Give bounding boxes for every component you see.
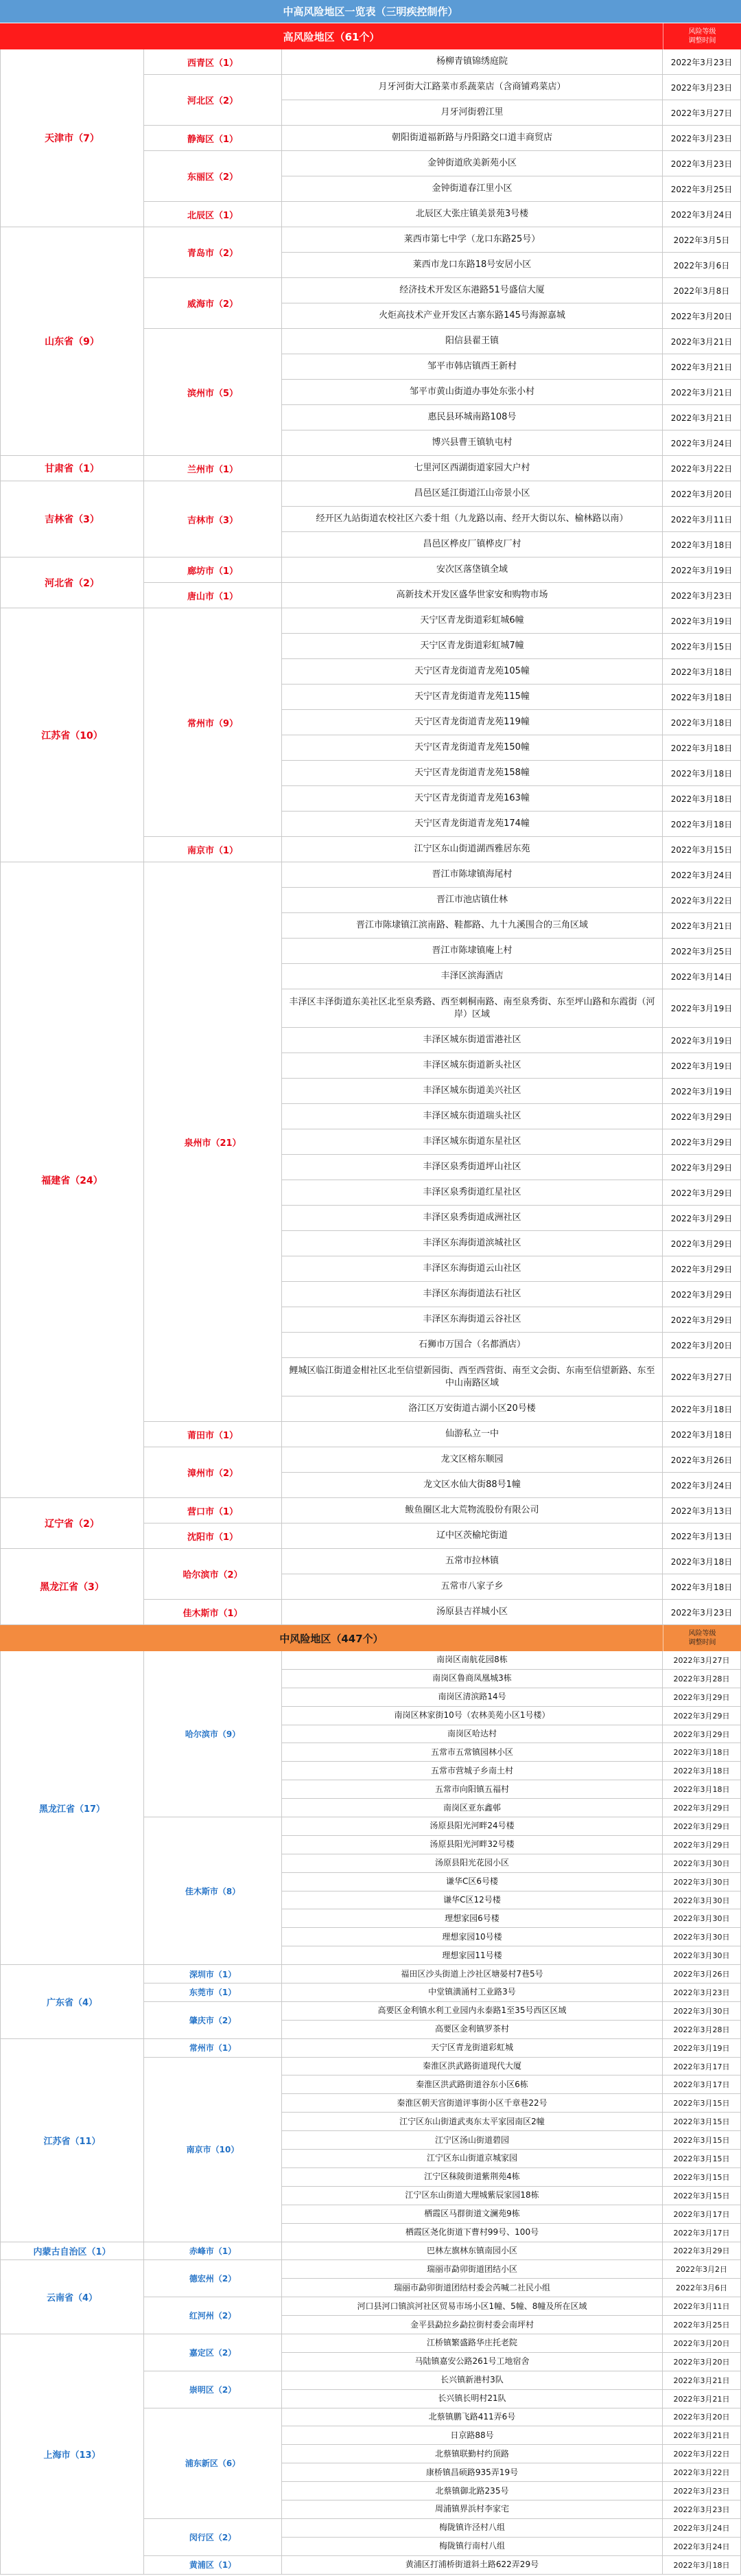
- province-cell: 黑龙江省（3）: [0, 1549, 144, 1625]
- date-cell: 2022年3月30日: [663, 1854, 741, 1873]
- place-cell: 周浦镇界浜村李家宅: [282, 2500, 663, 2519]
- city-cell: 静海区（1）: [144, 126, 282, 151]
- date-cell: 2022年3月18日: [663, 1549, 741, 1574]
- city-cell: 唐山市（1）: [144, 583, 282, 608]
- place-cell: 天宁区青龙街道青龙苑150幢: [282, 735, 663, 761]
- city-cell: 东莞市（1）: [144, 1983, 282, 2002]
- date-cell: 2022年3月6日: [663, 253, 741, 278]
- date-cell: 2022年3月24日: [663, 1473, 741, 1498]
- date-cell: 2022年3月20日: [663, 2408, 741, 2427]
- city-cell: 莆田市（1）: [144, 1422, 282, 1447]
- place-cell: 南岗区哈达村: [282, 1725, 663, 1744]
- date-cell: 2022年3月18日: [663, 761, 741, 786]
- place-cell: 天宁区青龙街道彩虹城6幢: [282, 608, 663, 634]
- date-cell: 2022年3月19日: [663, 608, 741, 634]
- date-cell: 2022年3月29日: [663, 1256, 741, 1282]
- city-cell: 南京市（1）: [144, 837, 282, 862]
- province-cell: 广东省（4）: [0, 1965, 144, 2039]
- place-cell: 丰泽区城东街道东星社区: [282, 1129, 663, 1155]
- city-cell: 哈尔滨市（9）: [144, 1651, 282, 1817]
- place-cell: 洛江区万安街道古湖小区20号楼: [282, 1396, 663, 1422]
- date-cell: 2022年3月5日: [663, 227, 741, 253]
- date-cell: 2022年3月30日: [663, 1891, 741, 1910]
- date-cell: 2022年3月22日: [663, 888, 741, 913]
- date-cell: 2022年3月29日: [663, 2242, 741, 2261]
- city-cell: 肇庆市（2）: [144, 2002, 282, 2039]
- city-cell: 青岛市（2）: [144, 227, 282, 278]
- date-cell: 2022年3月20日: [663, 1333, 741, 1358]
- place-cell: 理想家园10号楼: [282, 1928, 663, 1946]
- date-cell: 2022年3月29日: [663, 1688, 741, 1707]
- place-cell: 秦淮区洪武路街道谷东小区6栋: [282, 2075, 663, 2094]
- date-cell: 2022年3月11日: [663, 2297, 741, 2316]
- date-cell: 2022年3月17日: [663, 2075, 741, 2094]
- place-cell: 辽中区茨榆坨街道: [282, 1523, 663, 1549]
- place-cell: 五常市五常镇园林小区: [282, 1743, 663, 1762]
- date-cell: 2022年3月30日: [663, 1873, 741, 1891]
- date-cell: 2022年3月18日: [663, 2556, 741, 2575]
- province-cell: 江苏省（10）: [0, 608, 144, 862]
- date-cell: 2022年3月14日: [663, 964, 741, 989]
- place-cell: 月牙河街碧江里: [282, 100, 663, 126]
- date-cell: 2022年3月17日: [663, 2058, 741, 2076]
- place-cell: 鲤城区临江街道金柑社区北至信望新园街、西至西营街、南至文会街、东南至信望新路、东至中山南路区域: [282, 1358, 663, 1396]
- city-cell: 北辰区（1）: [144, 202, 282, 227]
- place-cell: 金钟街道欣美新苑小区: [282, 151, 663, 176]
- city-cell: 漳州市（2）: [144, 1447, 282, 1498]
- place-cell: 福田区沙头街道上沙社区塘晏村7巷5号: [282, 1965, 663, 1983]
- date-cell: 2022年3月8日: [663, 278, 741, 303]
- place-cell: 龙文区水仙大街88号1幢: [282, 1473, 663, 1498]
- place-cell: 晋江市陈埭镇庵上村: [282, 939, 663, 964]
- place-cell: 金平县勐拉乡勐拉街村委会南坪村: [282, 2316, 663, 2334]
- date-cell: 2022年3月24日: [663, 2538, 741, 2556]
- date-cell: 2022年3月27日: [663, 100, 741, 126]
- date-cell: 2022年3月15日: [663, 2131, 741, 2150]
- place-cell: 丰泽区东海街道云谷社区: [282, 1307, 663, 1333]
- place-cell: 莱西市第七中学（龙口东路25号）: [282, 227, 663, 253]
- place-cell: 汤原县阳光河畔24号楼: [282, 1817, 663, 1836]
- place-cell: 秦淮区洪武路街道现代大厦: [282, 2058, 663, 2076]
- date-cell: 2022年3月21日: [663, 380, 741, 405]
- date-cell: 2022年3月27日: [663, 1651, 741, 1670]
- date-cell: 2022年3月24日: [663, 430, 741, 456]
- city-cell: 闵行区（2）: [144, 2519, 282, 2556]
- province-cell: 河北省（2）: [0, 557, 144, 608]
- place-cell: 丰泽区丰泽街道东美社区北至泉秀路、西至刺桐南路、南至泉秀街、东至坪山路和东霞街（河岸）区域: [282, 989, 663, 1028]
- place-cell: 丰泽区泉秀街道坪山社区: [282, 1155, 663, 1180]
- date-column-header: 风险等级调整时间: [663, 23, 741, 49]
- place-cell: 天宁区青龙街道青龙苑158幢: [282, 761, 663, 786]
- place-cell: 晋江市陈埭镇江滨南路、鞋都路、九十九溪围合的三角区域: [282, 913, 663, 939]
- place-cell: 理想家园6号楼: [282, 1909, 663, 1928]
- place-cell: 秦淮区朝天宫街道评事街小区千章巷22号: [282, 2094, 663, 2113]
- city-cell: 营口市（1）: [144, 1498, 282, 1523]
- place-cell: 丰泽区滨海酒店: [282, 964, 663, 989]
- place-cell: 天宁区青龙街道青龙苑163幢: [282, 786, 663, 812]
- place-cell: 朝阳街道福新路与丹阳路交口道丰商贸店: [282, 126, 663, 151]
- section-title: 高风险地区（61个）: [283, 30, 380, 43]
- date-cell: 2022年3月23日: [663, 126, 741, 151]
- date-cell: 2022年3月23日: [663, 151, 741, 176]
- date-cell: 2022年3月17日: [663, 2224, 741, 2242]
- date-cell: 2022年3月17日: [663, 2205, 741, 2224]
- date-cell: 2022年3月21日: [663, 405, 741, 430]
- place-cell: 北蔡镇联勤村约顶路: [282, 2445, 663, 2463]
- date-cell: 2022年3月18日: [663, 710, 741, 735]
- city-cell: 赤峰市（1）: [144, 2242, 282, 2261]
- date-cell: 2022年3月25日: [663, 2316, 741, 2334]
- date-cell: 2022年3月18日: [663, 659, 741, 685]
- date-cell: 2022年3月18日: [663, 735, 741, 761]
- place-cell: 天宁区青龙街道彩虹城: [282, 2039, 663, 2058]
- date-cell: 2022年3月23日: [663, 583, 741, 608]
- place-cell: 邹平市黄山街道办事处东张小村: [282, 380, 663, 405]
- place-cell: 梅陇镇许泾村八组: [282, 2519, 663, 2538]
- place-cell: 长兴镇新港村3队: [282, 2371, 663, 2390]
- date-cell: 2022年3月29日: [663, 1129, 741, 1155]
- province-cell: 云南省（4）: [0, 2260, 144, 2334]
- city-cell: 东丽区（2）: [144, 151, 282, 202]
- city-cell: 南京市（10）: [144, 2058, 282, 2242]
- province-cell: 江苏省（11）: [0, 2039, 144, 2242]
- province-cell: 甘肃省（1）: [0, 456, 144, 481]
- city-cell: 佳木斯市（1）: [144, 1600, 282, 1625]
- date-cell: 2022年3月15日: [663, 634, 741, 659]
- sections-container: [0, 23, 741, 2575]
- date-cell: 2022年3月23日: [663, 75, 741, 100]
- place-cell: 江宁区东山街道京城家园: [282, 2150, 663, 2168]
- date-cell: 2022年3月29日: [663, 1155, 741, 1180]
- date-cell: 2022年3月15日: [663, 2187, 741, 2205]
- date-cell: 2022年3月21日: [663, 354, 741, 380]
- date-cell: 2022年3月18日: [663, 532, 741, 557]
- place-cell: 谦华C区6号楼: [282, 1873, 663, 1891]
- place-cell: 南岗区林家街10号（农林美苑小区1号楼）: [282, 1707, 663, 1725]
- date-cell: 2022年3月20日: [663, 303, 741, 329]
- date-cell: 2022年3月30日: [663, 1946, 741, 1965]
- place-cell: 梅陇镇行南村八组: [282, 2538, 663, 2556]
- date-cell: 2022年3月11日: [663, 507, 741, 532]
- date-cell: 2022年3月21日: [663, 2390, 741, 2408]
- place-cell: 经济技术开发区东港路51号盛信大厦: [282, 278, 663, 303]
- province-cell: 上海市（13）: [0, 2334, 144, 2575]
- place-cell: 日京路88号: [282, 2426, 663, 2445]
- date-cell: 2022年3月18日: [663, 1396, 741, 1422]
- date-cell: 2022年3月25日: [663, 176, 741, 202]
- place-cell: 康桥镇昌硕路935弄19号: [282, 2463, 663, 2482]
- place-cell: 天宁区青龙街道青龙苑105幢: [282, 659, 663, 685]
- place-cell: 河口县河口镇滨河社区贸易市场小区1幢、5幢、8幢及所在区域: [282, 2297, 663, 2316]
- date-cell: 2022年3月29日: [663, 1180, 741, 1206]
- place-cell: 丰泽区城东街道美兴社区: [282, 1079, 663, 1104]
- date-cell: 2022年3月29日: [663, 1206, 741, 1231]
- date-cell: 2022年3月21日: [663, 913, 741, 939]
- date-cell: 2022年3月19日: [663, 557, 741, 583]
- place-cell: 月牙河街大江路菜市系蔬菜店（含商铺鸡菜店）: [282, 75, 663, 100]
- date-cell: 2022年3月23日: [663, 2500, 741, 2519]
- place-cell: 五常市向阳镇五福村: [282, 1780, 663, 1799]
- date-cell: 2022年3月30日: [663, 2002, 741, 2021]
- place-cell: 晋江市陈埭镇海尾村: [282, 862, 663, 888]
- date-cell: 2022年3月29日: [663, 1104, 741, 1129]
- place-cell: 丰泽区东海街道法石社区: [282, 1282, 663, 1307]
- high-risk-grid: [0, 49, 741, 1625]
- high-risk-header: [0, 23, 741, 49]
- date-cell: 2022年3月15日: [663, 2168, 741, 2187]
- place-cell: 江宁区汤山街道碧园: [282, 2131, 663, 2150]
- date-cell: 2022年3月22日: [663, 456, 741, 481]
- place-cell: 马陆镇嘉安公路261号工地宿舍: [282, 2353, 663, 2371]
- place-cell: 丰泽区泉秀街道成洲社区: [282, 1206, 663, 1231]
- date-cell: 2022年3月19日: [663, 989, 741, 1028]
- city-cell: 德宏州（2）: [144, 2260, 282, 2297]
- province-cell: 吉林省（3）: [0, 481, 144, 557]
- date-cell: 2022年3月21日: [663, 2371, 741, 2390]
- city-cell: 西青区（1）: [144, 49, 282, 75]
- place-cell: 昌邑区延江街道江山帝景小区: [282, 481, 663, 507]
- place-cell: 南岗区清滨路14号: [282, 1688, 663, 1707]
- place-cell: 莱西市龙口东路18号安居小区: [282, 253, 663, 278]
- place-cell: 江桥镇繁盛路华庄托老院: [282, 2334, 663, 2353]
- place-cell: 阳信县翟王镇: [282, 329, 663, 354]
- place-cell: 晋江市池店镇仕林: [282, 888, 663, 913]
- place-cell: 汤原县阳光河畔32号楼: [282, 1836, 663, 1854]
- city-cell: 红河州（2）: [144, 2297, 282, 2334]
- place-cell: 天宁区青龙街道彩虹城7幢: [282, 634, 663, 659]
- date-cell: 2022年3月18日: [663, 1743, 741, 1762]
- date-cell: 2022年3月15日: [663, 2113, 741, 2131]
- city-cell: 崇明区（2）: [144, 2371, 282, 2408]
- date-cell: 2022年3月29日: [663, 1307, 741, 1333]
- place-cell: 博兴县曹王镇轨屯村: [282, 430, 663, 456]
- date-cell: 2022年3月6日: [663, 2279, 741, 2297]
- date-cell: 2022年3月13日: [663, 1523, 741, 1549]
- province-cell: 黑龙江省（17）: [0, 1651, 144, 1965]
- date-cell: 2022年3月23日: [663, 49, 741, 75]
- place-cell: 中堂镇潢涌村工业路3号: [282, 1983, 663, 2002]
- place-cell: 江宁区东山街道湖西雅居东苑: [282, 837, 663, 862]
- date-cell: 2022年3月19日: [663, 1053, 741, 1079]
- place-cell: 昌邑区桦皮厂镇桦皮厂村: [282, 532, 663, 557]
- date-cell: 2022年3月22日: [663, 2463, 741, 2482]
- province-cell: 辽宁省（2）: [0, 1498, 144, 1549]
- place-cell: 五常市拉林镇: [282, 1549, 663, 1574]
- place-cell: 理想家园11号楼: [282, 1946, 663, 1965]
- place-cell: 金钟街道春江里小区: [282, 176, 663, 202]
- place-cell: 安次区落垡镇全域: [282, 557, 663, 583]
- place-cell: 南岗区南航花园8栋: [282, 1651, 663, 1670]
- date-cell: 2022年3月18日: [663, 812, 741, 837]
- place-cell: 五常市营城子乡南土村: [282, 1762, 663, 1780]
- date-cell: 2022年3月20日: [663, 2334, 741, 2353]
- city-cell: 河北区（2）: [144, 75, 282, 126]
- place-cell: 天宁区青龙街道青龙苑119幢: [282, 710, 663, 735]
- place-cell: 丰泽区泉秀街道红星社区: [282, 1180, 663, 1206]
- city-cell: 嘉定区（2）: [144, 2334, 282, 2371]
- date-cell: 2022年3月29日: [663, 1799, 741, 1817]
- date-cell: 2022年3月24日: [663, 2519, 741, 2538]
- date-cell: 2022年3月18日: [663, 1762, 741, 1780]
- city-cell: 沈阳市（1）: [144, 1523, 282, 1549]
- place-cell: 丰泽区城东街道雷港社区: [282, 1028, 663, 1053]
- place-cell: 邹平市韩店镇西王新村: [282, 354, 663, 380]
- place-cell: 江宁区东山街道武夷东太平家园南区2幢: [282, 2113, 663, 2131]
- place-cell: 丰泽区东海街道云山社区: [282, 1256, 663, 1282]
- city-cell: 常州市（1）: [144, 2039, 282, 2058]
- place-cell: 黄浦区打浦桥街道斜土路622弄29号: [282, 2556, 663, 2575]
- city-cell: 佳木斯市（8）: [144, 1817, 282, 1965]
- date-cell: 2022年3月27日: [663, 1358, 741, 1396]
- medium-risk-section: [0, 1625, 741, 2575]
- place-cell: 高新技术开发区盛华世家安和购物市场: [282, 583, 663, 608]
- place-cell: 石狮市万国合（名都酒店）: [282, 1333, 663, 1358]
- date-cell: 2022年3月22日: [663, 2445, 741, 2463]
- province-cell: 天津市（7）: [0, 49, 144, 227]
- date-cell: 2022年3月26日: [663, 1447, 741, 1473]
- place-cell: 惠民县环城南路108号: [282, 405, 663, 430]
- date-cell: 2022年3月15日: [663, 2094, 741, 2113]
- date-cell: 2022年3月19日: [663, 2039, 741, 2058]
- date-cell: 2022年3月20日: [663, 481, 741, 507]
- place-cell: 火炬高技术产业开发区古寨东路145号海源嘉城: [282, 303, 663, 329]
- city-cell: 吉林市（3）: [144, 481, 282, 557]
- date-cell: 2022年3月21日: [663, 329, 741, 354]
- place-cell: 仙游私立一中: [282, 1422, 663, 1447]
- date-cell: 2022年3月30日: [663, 1909, 741, 1928]
- date-cell: 2022年3月29日: [663, 1231, 741, 1256]
- city-cell: 深圳市（1）: [144, 1965, 282, 1983]
- place-cell: 汤原县阳光花园小区: [282, 1854, 663, 1873]
- province-cell: 福建省（24）: [0, 862, 144, 1498]
- place-cell: 栖霞区马群街道文澜苑9栋: [282, 2205, 663, 2224]
- place-cell: 南岗区鲁商凤凰城3栋: [282, 1670, 663, 1688]
- place-cell: 南岗区亚东鑫邨: [282, 1799, 663, 1817]
- place-cell: 高要区金利镇罗茶村: [282, 2021, 663, 2039]
- date-cell: 2022年3月18日: [663, 1780, 741, 1799]
- place-cell: 江宁区东山街道大理城紫辰家园18栋: [282, 2187, 663, 2205]
- date-cell: 2022年3月18日: [663, 1574, 741, 1600]
- place-cell: 巴林左旗林东镇南园小区: [282, 2242, 663, 2261]
- date-cell: 2022年3月23日: [663, 1983, 741, 2002]
- place-cell: 谦华C区12号楼: [282, 1891, 663, 1910]
- city-cell: 浦东新区（6）: [144, 2408, 282, 2519]
- city-cell: 哈尔滨市（2）: [144, 1549, 282, 1600]
- place-cell: 长兴镇长明村21队: [282, 2390, 663, 2408]
- date-cell: 2022年3月29日: [663, 1282, 741, 1307]
- place-cell: 汤原县吉祥城小区: [282, 1600, 663, 1625]
- date-cell: 2022年3月20日: [663, 2353, 741, 2371]
- date-cell: 2022年3月28日: [663, 1670, 741, 1688]
- place-cell: 江宁区秣陵街道紫荆苑4栋: [282, 2168, 663, 2187]
- date-cell: 2022年3月25日: [663, 939, 741, 964]
- date-cell: 2022年3月18日: [663, 786, 741, 812]
- province-cell: 内蒙古自治区（1）: [0, 2242, 144, 2261]
- date-cell: 2022年3月19日: [663, 1028, 741, 1053]
- date-cell: 2022年3月29日: [663, 1725, 741, 1744]
- date-cell: 2022年3月29日: [663, 1817, 741, 1836]
- province-cell: 山东省（9）: [0, 227, 144, 456]
- city-cell: 常州市（9）: [144, 608, 282, 837]
- date-cell: 2022年3月23日: [663, 2482, 741, 2500]
- place-cell: 丰泽区东海街道滨城社区: [282, 1231, 663, 1256]
- date-cell: 2022年3月26日: [663, 1965, 741, 1983]
- date-cell: 2022年3月29日: [663, 1707, 741, 1725]
- place-cell: 丰泽区城东街道瑞头社区: [282, 1104, 663, 1129]
- place-cell: 经开区九站街道农校社区六委十组（九龙路以南、经开大街以东、榆林路以南）: [282, 507, 663, 532]
- city-cell: 泉州市（21）: [144, 862, 282, 1422]
- place-cell: 鲅鱼圈区北大荒物流股份有限公司: [282, 1498, 663, 1523]
- date-cell: 2022年3月18日: [663, 685, 741, 710]
- date-cell: 2022年3月24日: [663, 862, 741, 888]
- section-title: 中风险地区（447个）: [279, 1632, 384, 1645]
- page-title: 中高风险地区一览表（三明疾控制作）: [0, 0, 741, 23]
- high-risk-section: [0, 23, 741, 1625]
- date-cell: 2022年3月28日: [663, 2021, 741, 2039]
- place-cell: 杨柳青镇锦绣庭院: [282, 49, 663, 75]
- date-cell: 2022年3月2日: [663, 2260, 741, 2279]
- place-cell: 北蔡镇御北路235号: [282, 2482, 663, 2500]
- place-cell: 北辰区大张庄镇美景苑3号楼: [282, 202, 663, 227]
- place-cell: 高要区金利镇水利工业园内永泰路1至35号西区区域: [282, 2002, 663, 2021]
- place-cell: 丰泽区城东街道新头社区: [282, 1053, 663, 1079]
- date-cell: 2022年3月30日: [663, 1928, 741, 1946]
- city-cell: 威海市（2）: [144, 278, 282, 329]
- place-cell: 天宁区青龙街道青龙苑115幢: [282, 685, 663, 710]
- date-cell: 2022年3月15日: [663, 2150, 741, 2168]
- date-cell: 2022年3月19日: [663, 1079, 741, 1104]
- city-cell: 滨州市（5）: [144, 329, 282, 456]
- place-cell: 五常市八家子乡: [282, 1574, 663, 1600]
- date-cell: 2022年3月13日: [663, 1498, 741, 1523]
- city-cell: 廊坊市（1）: [144, 557, 282, 583]
- date-column-header: 风险等级调整时间: [663, 1625, 741, 1651]
- date-cell: 2022年3月21日: [663, 2426, 741, 2445]
- place-cell: 瑞丽市勐卯街道团结村委会芮喊二社民小组: [282, 2279, 663, 2297]
- date-cell: 2022年3月15日: [663, 837, 741, 862]
- city-cell: 黄浦区（1）: [144, 2556, 282, 2575]
- date-cell: 2022年3月18日: [663, 1422, 741, 1447]
- city-cell: 兰州市（1）: [144, 456, 282, 481]
- place-cell: 天宁区青龙街道青龙苑174幢: [282, 812, 663, 837]
- place-cell: 栖霞区尧化街道下曹村99号、100号: [282, 2224, 663, 2242]
- place-cell: 北蔡镇鹏飞路411弄6号: [282, 2408, 663, 2427]
- date-cell: 2022年3月24日: [663, 202, 741, 227]
- place-cell: 七里河区西湖街道家园大户村: [282, 456, 663, 481]
- place-cell: 龙文区榕东顺园: [282, 1447, 663, 1473]
- medium-risk-grid: [0, 1651, 741, 2575]
- date-cell: 2022年3月29日: [663, 1836, 741, 1854]
- medium-risk-header: [0, 1625, 741, 1651]
- date-cell: 2022年3月23日: [663, 1600, 741, 1625]
- place-cell: 瑞丽市勐卯街道团结小区: [282, 2260, 663, 2279]
